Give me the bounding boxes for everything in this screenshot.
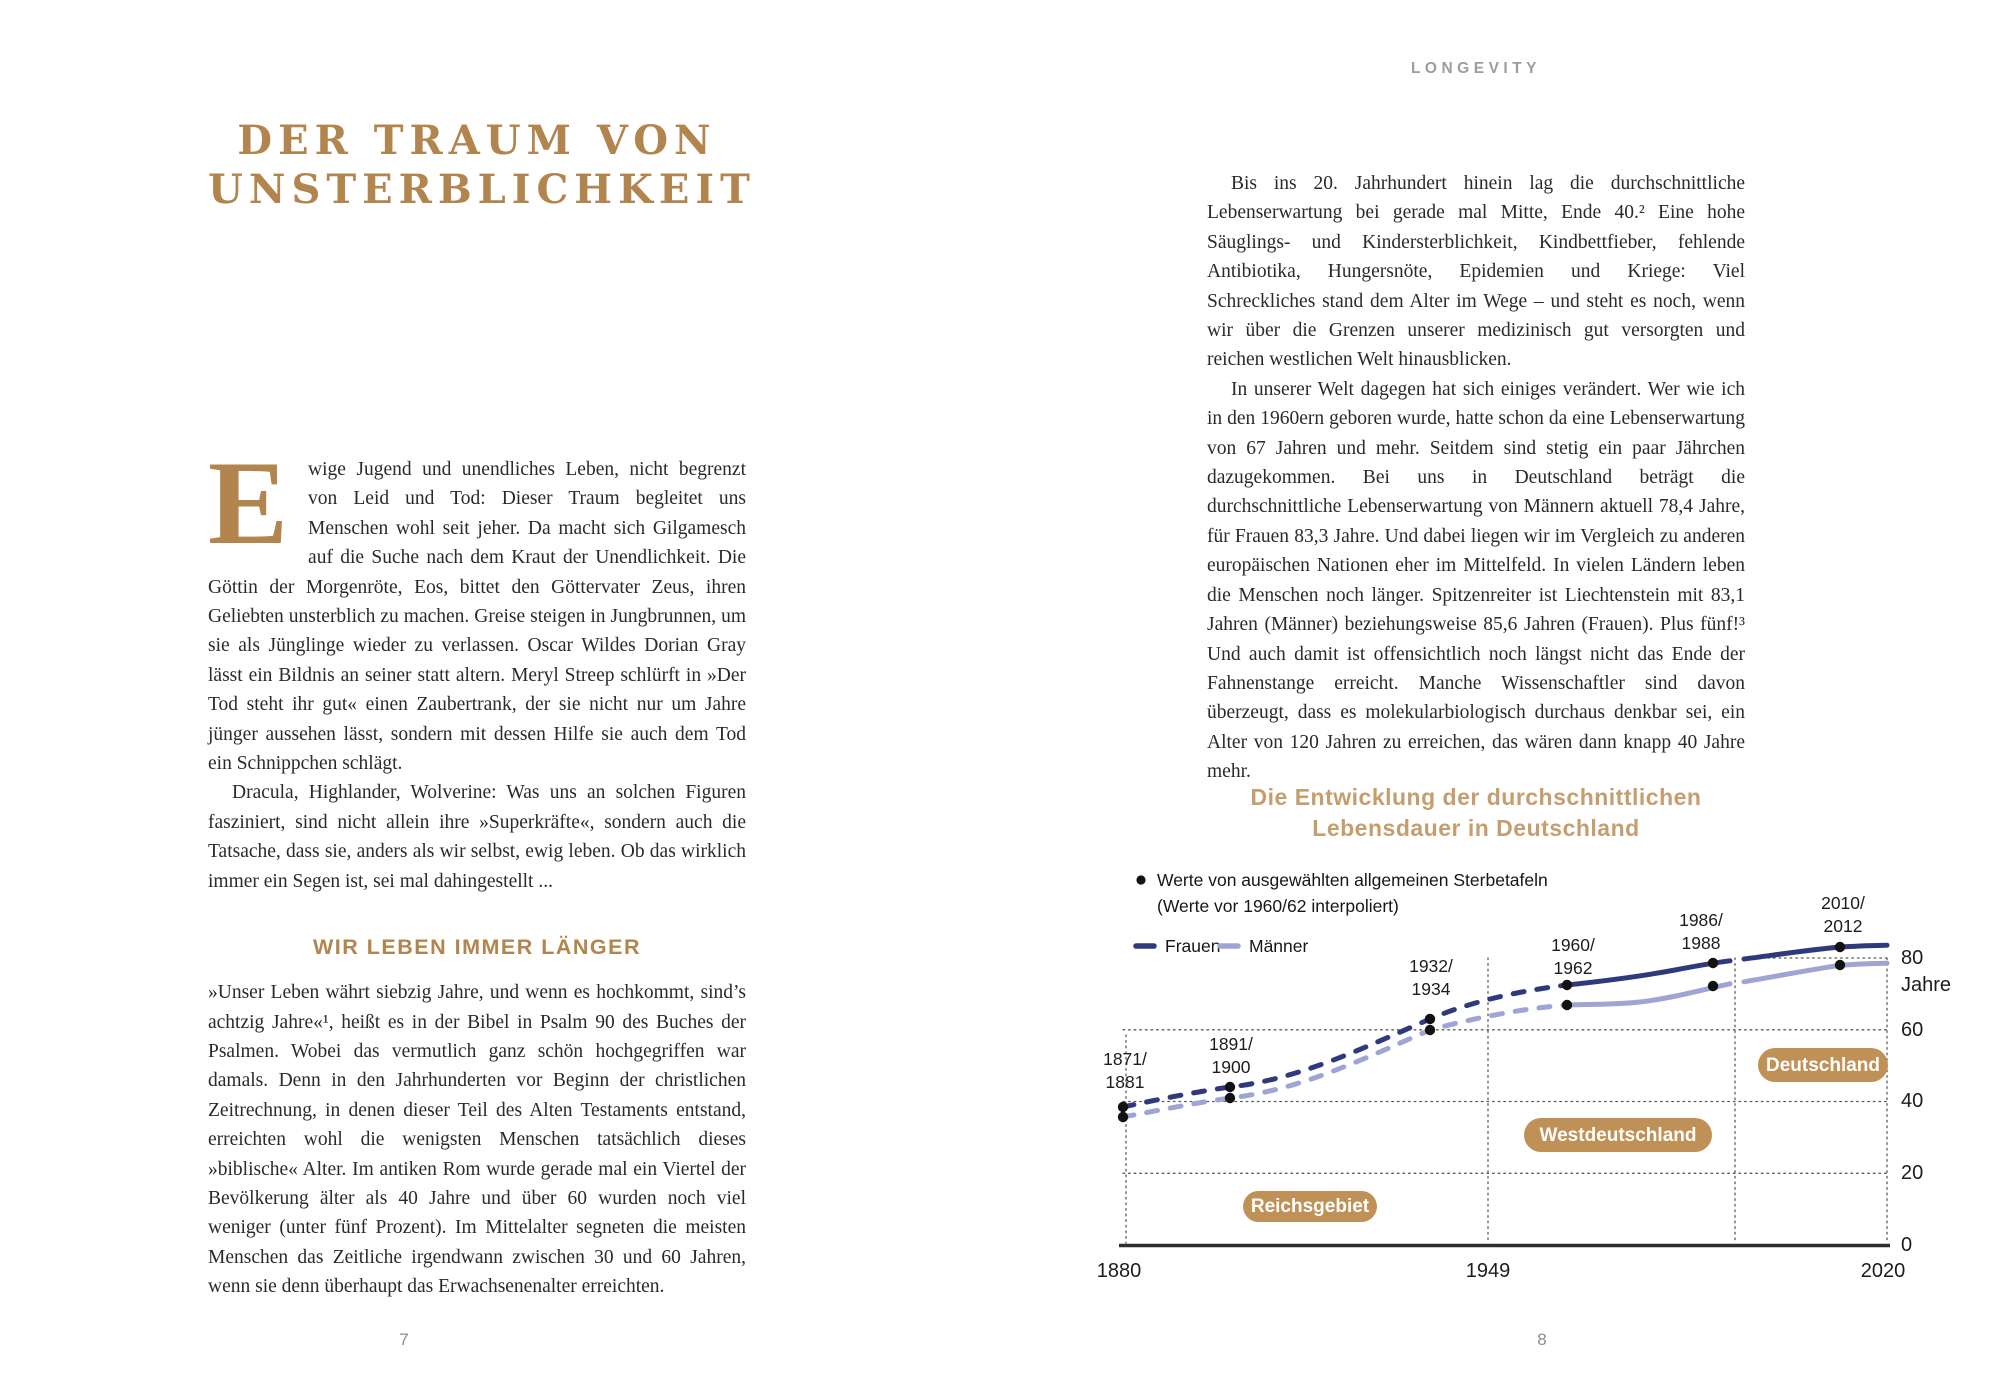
running-head: LONGEVITY — [1410, 60, 1542, 77]
badge-deutschland — [1758, 1048, 1888, 1082]
legend-dot-icon — [1136, 875, 1145, 884]
page-number-right: 8 — [1537, 1330, 1547, 1349]
y-axis-unit: Jahre — [1901, 974, 1952, 996]
chapter-title-line2: UNSTERBLICHKEIT — [208, 166, 756, 213]
paragraph: Dracula, Highlander, Wolverine: Was uns an solchen Figuren fasziniert, sind nicht allein ihre »Superkräfte«, sondern auch die Tatsache, dass sie, anders als wir selbst, ewig leben. Ob das wirklich immer ein Segen ist, sei mal dahingestellt ... — [208, 782, 746, 892]
page-number-left: 7 — [399, 1330, 409, 1349]
point-label-1960-1962: 1960/ 1962 — [1551, 935, 1595, 978]
chart-title — [1156, 782, 1796, 844]
point-label-1891-1900: 1891/ 1900 — [1209, 1034, 1253, 1077]
legend-frauen-label: Frauen — [1165, 936, 1221, 956]
data-point-markers — [1118, 942, 1845, 1122]
point-labels — [1103, 893, 1865, 1092]
paragraph: Bis ins 20. Jahrhundert hinein lag die durchschnittliche Lebenserwartung bei gerade mal Mitte, Ende 40.² Eine hohe Säuglings- und Kindersterblichkeit, Kindbettfieber, fehlende Antibiotika, Hungersnöte, Epidemien und Kriege: Viel Schreckliches stand dem Alter im Wege – und steht es noch, wenn wir über die Grenzen unserer medizinisch gut versorgten und reichen westlichen Welt hinausblicken. — [1207, 173, 1745, 371]
paragraph: »Unser Leben währt siebzig Jahre, und wenn es hochkommt, sind’s achtzig Jahre«¹, heißt es in der Bibel in Psalm 90 des Buches der Psalmen. Wobei das vermutlich ganz schön hochgegriffen war damals. Denn in den Jahrhunderten vor Beginn der christlichen Zeitrechnung, in denen dieser Teil des Alten Testaments entstand, erreichten wohl die wenigsten Menschen tatsächlich dieses »biblische« Alter. Im antiken Rom wurde gerade mal ein Viertel der Bevölkerung älter als 40 Jahre und über 60 wurden noch viel weniger (unter fünf Prozent). Im Mittelalter segneten die meisten Menschen das Zeitliche irgendwann zwischen 30 und 60 Jahren, wenn sie denn überhaupt das Erwachsenenalter erreichten. — [208, 982, 746, 1298]
y-tick-0: 0 — [1901, 1234, 1913, 1256]
paragraph: In unserer Welt dagegen hat sich einiges verändert. Wer wie ich in den 1960ern geboren wurde, hatte schon da eine Lebenserwartung von 67 Jahren und mehr. Seitdem sind stetig ein paar Jährchen dazugekommen. Bei uns in Deutschland beträgt die durchschnittliche Lebenserwartung von Männern aktuell 78,4 Jahre, für Frauen 83,3 Jahre. Und dabei liegen wir im Vergleich zu anderen europäischen Nationen eher im Mittelfeld. In vielen Ländern leben die Menschen noch länger. Spitzenreiter ist Liechtenstein mit 83,1 Jahren (Männer) beziehungsweise 85,6 Jahren (Frauen). Plus fünf!³ Und auch damit ist offensichtlich noch längst nicht das Ende der Fahnenstange erreicht. Manche Wissenschaftler sind davon überzeugt, dass es molekularbiologisch durchaus denkbar sei, ein Alter von 120 Jahren zu erreichen, das wären dann knapp 40 Jahre mehr. — [1207, 378, 1745, 783]
svg-text:Deutschland: Deutschland — [1765, 1055, 1881, 1076]
left-body-column — [208, 436, 746, 1302]
point-label-1986-1988: 1986/ 1988 — [1679, 910, 1723, 953]
region-badges — [1243, 1048, 1888, 1222]
life-expectancy-chart — [1095, 860, 1995, 1320]
badge-reichsgebiet — [1243, 1191, 1377, 1222]
chart-legend — [1136, 870, 1548, 956]
y-tick-80: 80 — [1901, 947, 1924, 969]
legend-note-line2: (Werte vor 1960/62 interpoliert) — [1157, 896, 1399, 916]
y-tick-40: 40 — [1901, 1090, 1924, 1112]
chapter-title — [208, 116, 756, 214]
x-tick-1949: 1949 — [1465, 1260, 1511, 1282]
dropcap-letter: E — [208, 436, 289, 569]
chart-gridlines — [1123, 958, 1887, 1243]
x-tick-1880: 1880 — [1096, 1260, 1142, 1282]
chapter-title-line1: DER TRAUM VON — [237, 117, 717, 164]
chart-title-line1: Die Entwicklung der durchschnittlichen — [1250, 784, 1702, 810]
point-label-1932-1934: 1932/ 1934 — [1409, 956, 1453, 999]
chart-title-line2: Lebensdauer in Deutschland — [1312, 815, 1640, 841]
right-body-column — [1207, 169, 1745, 787]
badge-westdeutschland — [1524, 1118, 1712, 1152]
point-label-1871-1881: 1871/ 1881 — [1103, 1049, 1147, 1092]
paragraph-dropcap — [208, 436, 746, 778]
x-axis-ticks — [1097, 1260, 1906, 1282]
svg-text:Reichsgebiet: Reichsgebiet — [1250, 1196, 1370, 1217]
y-tick-20: 20 — [1901, 1162, 1924, 1184]
frauen-line — [1123, 945, 1887, 1107]
paragraph-text: wige Jugend und unendliches Leben, nicht begrenzt von Leid und Tod: Dieser Traum begleitet uns Menschen wohl seit jeher. Da macht sich Gilgamesch auf die Suche nach dem Kraut der Unendlichkeit. Die Göttin der Morgenröte, Eos, bittet den Göttervater Zeus, ihren Geliebten unsterblich zu machen. Greise steigen in Jungbrunnen, um sie als Jünglinge wieder zu verlassen. Oscar Wildes Dorian Gray lässt ein Bildnis an seiner statt altern. Meryl Streep schlürft in »Der Tod steht ihr gut« einen Zaubertrank, der sie nicht nur um Jahre jünger aussehen lässt, sondern mit dessen Hilfe sie auch dem Tod ein Schnippchen schlägt. — [208, 459, 746, 775]
y-axis-ticks — [1901, 947, 1951, 1256]
point-label-2010-2012: 2010/ 2012 — [1821, 893, 1865, 936]
svg-text:Westdeutschland: Westdeutschland — [1539, 1125, 1697, 1146]
x-tick-2020: 2020 — [1860, 1260, 1906, 1282]
y-tick-60: 60 — [1901, 1019, 1924, 1041]
section-heading: WIR LEBEN IMMER LÄNGER — [312, 935, 642, 960]
legend-note-line1: Werte von ausgewählten allgemeinen Sterbetafeln — [1157, 870, 1548, 890]
legend-maenner-label: Männer — [1249, 936, 1309, 956]
